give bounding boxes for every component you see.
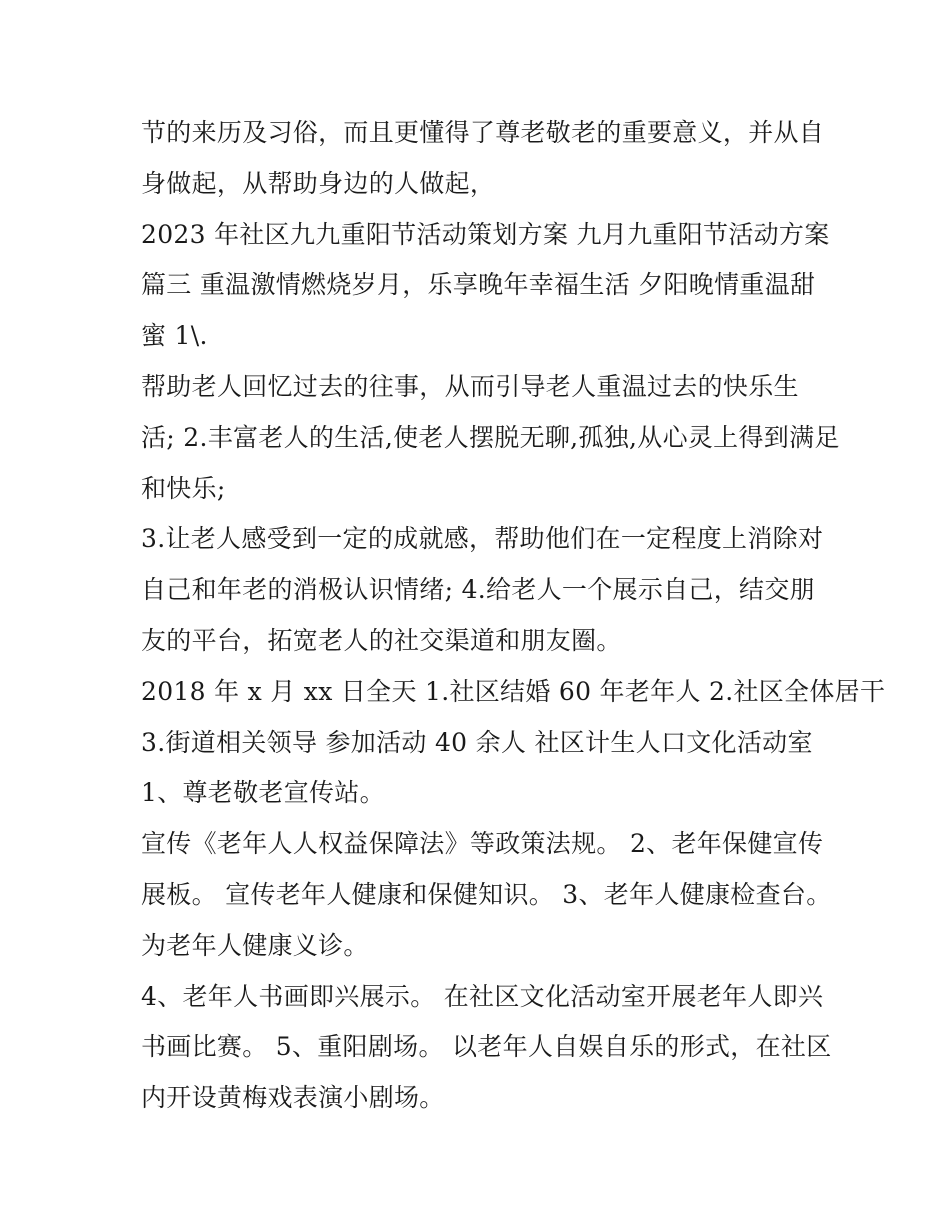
document-body [141, 108, 886, 1124]
text-line: 4、老年人书画即兴展示。 在社区文化活动室开展老年人即兴 [141, 981, 824, 1011]
text-line: 2018 年 x 月 xx 日全天 1.社区结婚 60 年老年人 2.社区全体居干 [141, 676, 886, 706]
text-line: 蜜 1\. [141, 321, 208, 351]
text-line: 为老年人健康义诊。 [141, 930, 369, 960]
text-line: 展板。 宣传老年人健康和保健知识。 3、老年人健康检查台。 [141, 879, 832, 909]
text-line: 和快乐; [141, 473, 226, 503]
text-line: 篇三 重温激情燃烧岁月，乐享晚年幸福生活 夕阳晚情重温甜 [141, 270, 816, 300]
text-line: 节的来历及习俗，而且更懂得了尊老敬老的重要意义，并从自 [141, 118, 825, 147]
text-line: 自己和年老的消极认识情绪; 4.给老人一个展示自己，结交朋 [141, 575, 815, 605]
text-line: 1、尊老敬老宣传站。 [141, 778, 385, 808]
text-line: 书画比赛。 5、重阳剧场。 以老年人自娱自乐的形式，在社区 [141, 1032, 832, 1062]
text-line: 身做起，从帮助身边的人做起， [141, 168, 496, 198]
text-line: 友的平台，拓宽老人的社交渠道和朋友圈。 [141, 625, 622, 655]
text-line: 活; 2.丰富老人的生活,使老人摆脱无聊,孤独,从心灵上得到满足 [141, 422, 840, 452]
text-line: 内开设黄梅戏表演小剧场。 [141, 1083, 445, 1113]
text-line: 宣传《老年人人权益保障法》等政策法规。 2、老年保健宣传 [141, 829, 824, 859]
text-line: 3.街道相关领导 参加活动 40 余人 社区计生人口文化活动室 [141, 727, 813, 757]
text-line: 帮助老人回忆过去的往事，从而引导老人重温过去的快乐生 [141, 371, 799, 401]
text-line: 3.让老人感受到一定的成就感，帮助他们在一定程度上消除对 [141, 524, 824, 554]
text-line: 2023 年社区九九重阳节活动策划方案 九月九重阳节活动方案 [141, 219, 830, 249]
